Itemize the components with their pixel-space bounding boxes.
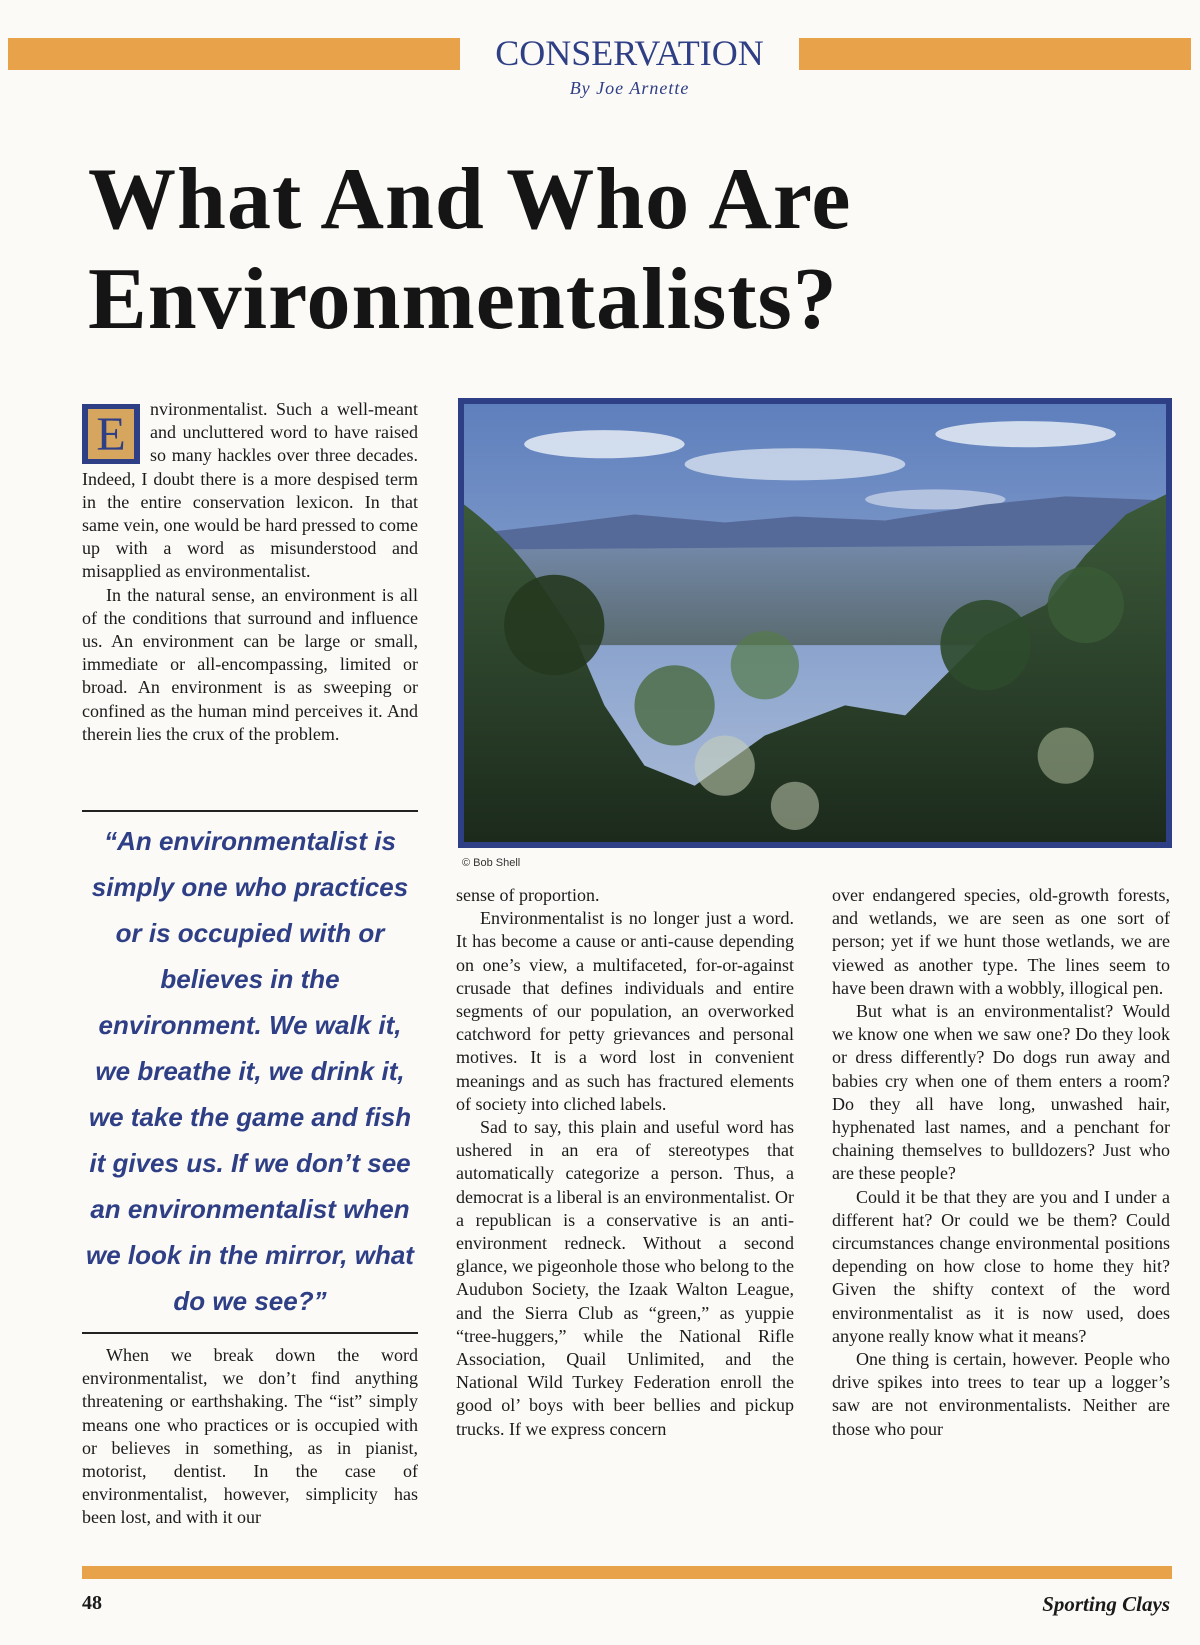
magazine-name: Sporting Clays: [1042, 1592, 1170, 1616]
column-2: [456, 884, 794, 1441]
paragraph-3: When we break down the word environmentalist, we don’t find anything threatening or earthshaking. The “ist” simply means one who practices or is occupied with or believes in something, as in pianist, motorist, dentist. In the case of environmentalist, however, simplicity has been lost, and with it our: [82, 1345, 418, 1528]
page-number: 48: [82, 1592, 102, 1614]
byline: By Joe Arnette: [569, 78, 690, 98]
paragraph-4: sense of proportion.: [456, 885, 600, 905]
pull-quote: “An environmentalist is simply one who practices or is occupied with or believes in the environment. We walk it, we breathe it, we drink it, we take the game and fish it gives us. If we don’t see an environmentalist when we look in the mirror, what do we see?”: [86, 826, 414, 1316]
paragraph-10: One thing is certain, however. People who drive spikes into trees to tear up a logger’s saw are not environmentalists. Neither are those who pour: [832, 1349, 1170, 1439]
paragraph-1-text: nvironmentalist. Such a well-meant and uncluttered word to have raised so many hackles over three decades. Indeed, I doubt there is a more despised term in the entire conservation lexicon. In that same vein, one would be hard pressed to come up with a word as misunderstood and misapplied as environmentalist.: [82, 399, 418, 582]
pull-quote-rule-bottom: [82, 1332, 418, 1334]
footer-rule: [82, 1566, 1172, 1579]
section-title: CONSERVATION: [495, 33, 764, 73]
paragraph-9: Could it be that they are you and I under a different hat? Or could we be them? Could circumstances change environmental positions depending on how close to home they hit? Given the shifty context of the word environmentalist as it is now used, does anyone really know what it means?: [832, 1186, 1170, 1346]
header-rule-right: [799, 38, 1191, 70]
article-headline: [88, 150, 1088, 350]
landscape-photo: [458, 398, 1172, 848]
column-1: [82, 398, 418, 746]
headline-line-1: What And Who Are: [88, 151, 852, 248]
column-3: [832, 884, 1170, 1441]
header-rule-left: [8, 38, 460, 70]
paragraph-1: [82, 398, 418, 584]
paragraph-8: But what is an environmentalist? Would we know one when we saw one? Do they look or dress differently? Do dogs run away and babies cry when one of them enters a room? Do they all have long, unwashed hair, hyphenated last names, and a penchant for chaining themselves to bulldozers? Just who are these people?: [832, 1001, 1170, 1184]
paragraph-2: In the natural sense, an environment is all of the conditions that surround and influence us. An environment can be large or small, immediate or all-encompassing, limited or broad. An environment is as sweeping or confined as the human mind perceives it. And therein lies the crux of the problem.: [82, 584, 418, 744]
landscape-image: [464, 404, 1166, 842]
column-1-bottom: [82, 1344, 418, 1530]
paragraph-7: over endangered species, old-growth forests, and wetlands, we are seen as one sort of person; yet if we hunt those wetlands, we are viewed as another type. The lines seem to have been drawn with a wobbly, illogical pen.: [832, 885, 1170, 998]
drop-cap-letter: E: [88, 409, 134, 459]
paragraph-5: Environmentalist is no longer just a word. It has become a cause or anti-cause depending on one’s view, a multifaceted, for-or-against crusade that defines individuals and entire segments of our population, an overworked catchword for petty grievances and personal motives. It is a word lost in convenient meanings and as such has fractured elements of society into cliched labels.: [456, 908, 794, 1114]
photo-credit: © Bob Shell: [462, 857, 521, 869]
paragraph-6: Sad to say, this plain and useful word has ushered in an era of stereotypes that automatically categorize a person. Thus, a democrat is a liberal is an environmentalist. Or a republican is a conservative is an anti-environment redneck. Without a second glance, we pigeonhole those who belong to the Audubon Society, the Izaak Walton League, and the Sierra Club as “green,” as yuppie “tree-huggers,” while the National Rifle Association, Quail Unlimited, and the National Wild Turkey Federation enroll the good ol’ boys with beer bellies and pickup trucks. If we express concern: [456, 1117, 794, 1439]
headline-line-2: Environmentalists?: [88, 251, 838, 348]
pull-quote-rule-top: [82, 810, 418, 812]
drop-cap: [82, 404, 140, 464]
